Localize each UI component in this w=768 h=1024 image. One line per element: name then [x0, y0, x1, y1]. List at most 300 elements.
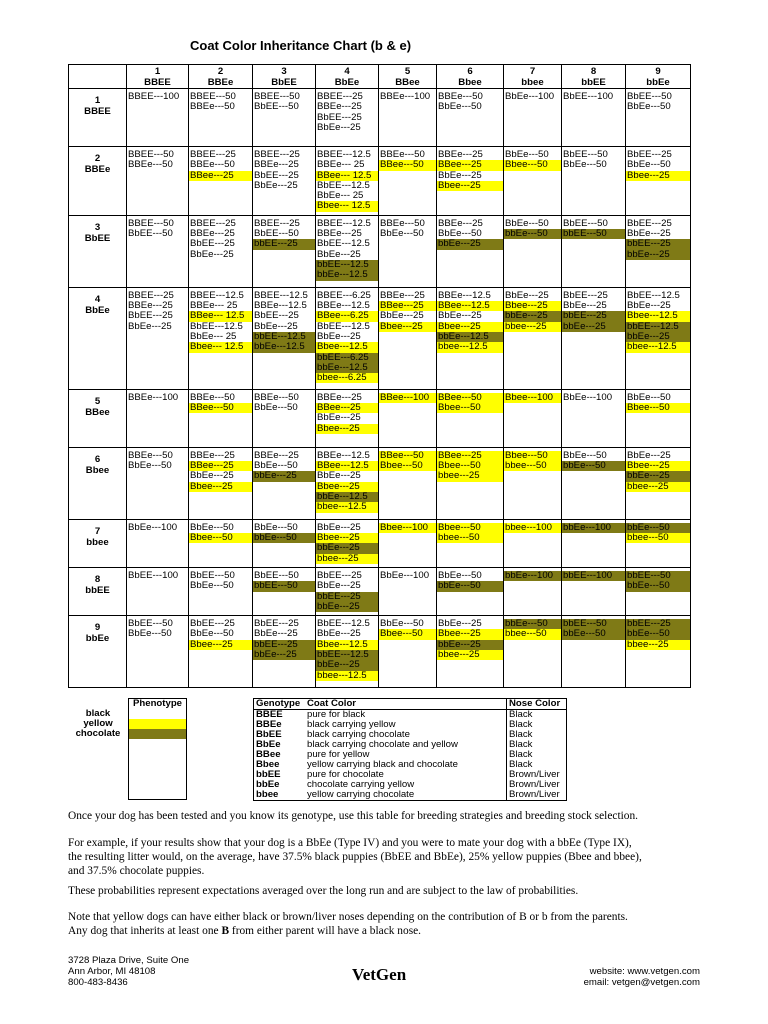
- row-genotype: bbee: [86, 536, 109, 548]
- offspring-entry: Bbee---25: [437, 629, 503, 639]
- offspring-entry: BbEE---100: [563, 91, 614, 102]
- offspring-entry: BbEe---50: [128, 460, 172, 472]
- offspring-entry: Bbee---12.5: [626, 311, 690, 321]
- nose-color-cell: Black: [507, 750, 567, 760]
- website-link[interactable]: website: www.vetgen.com: [589, 966, 700, 977]
- row-number: 9: [94, 622, 101, 634]
- footer-address: [68, 955, 189, 988]
- offspring-entry: BBEE---50: [190, 91, 236, 102]
- offspring-entry: bbEE---50: [562, 229, 625, 239]
- offspring-entry: BBEE---12.5: [317, 217, 371, 229]
- cross-cell: [437, 215, 504, 287]
- offspring-entry: bbee---50: [504, 461, 561, 471]
- coat-color-cell: pure for yellow: [307, 749, 370, 760]
- column-header-3: [253, 65, 316, 89]
- offspring-entry: BbEE---25: [254, 310, 299, 322]
- column-number: 3: [281, 66, 287, 77]
- offspring-entry: BBEe---25: [317, 101, 362, 113]
- cross-cell: [504, 389, 562, 447]
- cross-cell: [562, 567, 626, 615]
- genotype-cell: BbEE: [254, 730, 306, 740]
- offspring-entry: BBEE---25: [128, 289, 174, 301]
- offspring-entry: bbEe---25: [437, 239, 503, 249]
- offspring-entry: bbEE---100: [562, 571, 625, 581]
- genotype-cell: BbEe: [254, 740, 306, 750]
- cross-cell: [437, 147, 504, 216]
- offspring-entry: BbEE---25: [254, 618, 299, 630]
- offspring-entry: BBEE---50: [128, 149, 174, 160]
- offspring-entry: BBee---12.5: [316, 461, 378, 471]
- genotype-legend-row: [254, 790, 567, 801]
- offspring-entry: BbEe---50: [190, 521, 234, 533]
- offspring-entry: bbEE---6.25: [316, 353, 378, 363]
- offspring-entry: BbEe---50: [627, 391, 671, 403]
- offspring-entry: Bbee--- 12.5: [316, 201, 378, 211]
- chart-row-3: [69, 215, 691, 287]
- offspring-entry: bbEE---25: [626, 239, 690, 249]
- offspring-entry: bbEe---50: [437, 581, 503, 591]
- offspring-entry: bbEe---25: [562, 322, 625, 332]
- cross-cell: [562, 89, 626, 147]
- brand-logo-text: VetGen: [352, 965, 407, 984]
- offspring-entry: BbEE---25: [317, 111, 362, 123]
- column-header-6: [437, 65, 504, 89]
- cross-cell: [437, 447, 504, 519]
- offspring-entry: BbEe---50: [128, 628, 172, 640]
- offspring-entry: BBEe---25: [438, 217, 483, 229]
- offspring-entry: bbee---12.5: [626, 342, 690, 352]
- offspring-entry: BbEE---25: [128, 310, 173, 322]
- coat-color-cell: black carrying chocolate: [307, 729, 410, 740]
- offspring-entry: BBEe---50: [380, 149, 425, 160]
- offspring-entry: Bbee---50: [437, 403, 503, 413]
- offspring-entry: BbEe---50: [438, 228, 482, 240]
- offspring-entry: BbEe---25: [317, 580, 361, 592]
- cross-cell: [316, 389, 379, 447]
- column-genotype: BbEE: [271, 77, 297, 88]
- offspring-entry: BbEe---50: [627, 159, 671, 171]
- cross-cell: [253, 616, 316, 688]
- row-number: 6: [94, 453, 101, 465]
- offspring-entry: BbEe---50: [438, 101, 482, 113]
- offspring-entry: bbEe---25: [253, 650, 315, 660]
- column-number: 4: [344, 66, 350, 77]
- offspring-entry: BBee---25: [437, 160, 503, 170]
- offspring-entry: Bbee---12.5: [316, 640, 378, 650]
- genotype-header: Genotype: [254, 699, 306, 710]
- cross-cell: [562, 389, 626, 447]
- offspring-entry: BbEE---25: [254, 169, 299, 181]
- row-genotype: BBEE: [84, 106, 111, 117]
- chart-row-2: [69, 147, 691, 216]
- offspring-entry: BBEe---25: [254, 159, 299, 171]
- offspring-entry: Bbee---25: [626, 171, 690, 181]
- cross-cell: [626, 287, 691, 389]
- offspring-entry: BbEe---25: [627, 449, 671, 461]
- offspring-entry: BbEe---25: [317, 121, 361, 133]
- cross-cell: [127, 287, 189, 389]
- offspring-entry: bbee---25: [504, 322, 561, 332]
- offspring-entry: Bbee---25: [189, 482, 252, 492]
- cross-cell: [504, 287, 562, 389]
- paragraph-nose-note: [68, 910, 708, 938]
- column-header-7: [504, 65, 562, 89]
- offspring-entry: BbEE---50: [254, 569, 299, 581]
- offspring-entry: BbEE---12.5: [190, 320, 243, 332]
- offspring-entry: BbEE---12.5: [317, 320, 370, 332]
- offspring-entry: Bbee--- 12.5: [189, 342, 252, 352]
- offspring-entry: Bbee---100: [379, 523, 436, 533]
- offspring-entry: BBee---25: [316, 403, 378, 413]
- offspring-entry: BBee---50: [189, 403, 252, 413]
- offspring-entry: bbEE---50: [562, 619, 625, 629]
- offspring-entry: BbEe---50: [438, 569, 482, 581]
- row-number: 8: [94, 573, 101, 585]
- offspring-entry: BbEe---50: [254, 460, 298, 472]
- offspring-entry: BbEe---25: [438, 310, 482, 322]
- row-header-5: [69, 389, 127, 447]
- offspring-entry: BbEe---50: [380, 618, 424, 630]
- email-link[interactable]: email: vetgen@vetgen.com: [583, 977, 700, 988]
- offspring-entry: BBEE---12.5: [317, 149, 371, 160]
- cross-cell: [316, 215, 379, 287]
- offspring-entry: BBee---50: [379, 451, 436, 461]
- cross-cell: [379, 389, 437, 447]
- example-line-1: For example, if your results show that your dog is a BbEe (Type IV) and you were to mate your dog with a bbEe (Type IX),: [68, 837, 632, 849]
- cross-cell: [437, 287, 504, 389]
- row-number: 3: [94, 221, 101, 233]
- paragraph-example: [68, 836, 708, 878]
- offspring-entry: BBEE---12.5: [190, 289, 244, 301]
- row-genotype: BBee: [85, 406, 110, 418]
- offspring-entry: BBEE---6.25: [317, 289, 371, 301]
- offspring-entry: BBEe--- 25: [317, 159, 365, 171]
- offspring-entry: BbEe---25: [438, 169, 482, 181]
- column-header-9: [626, 65, 691, 89]
- offspring-entry: BbEe---50: [254, 402, 298, 414]
- offspring-entry: Bbee---12.5: [316, 342, 378, 352]
- cross-cell: [379, 89, 437, 147]
- offspring-entry: bbee---25: [316, 554, 378, 564]
- cross-cell: [437, 519, 504, 567]
- offspring-entry: Bbee---50: [437, 523, 503, 533]
- phenotype-swatch-yellow: [129, 719, 187, 729]
- cross-cell: [562, 287, 626, 389]
- offspring-entry: BBee--- 12.5: [189, 311, 252, 321]
- cross-cell: [253, 287, 316, 389]
- cross-cell: [504, 147, 562, 216]
- offspring-entry: bbEe---100: [504, 571, 561, 581]
- offspring-entry: BBEE---25: [317, 91, 363, 102]
- genotype-cell: bbEe: [254, 780, 306, 790]
- row-genotype: bbEe: [85, 633, 110, 645]
- nose-note-line-2: Any dog that inherits at least one B from either parent will have a black nose.: [68, 925, 422, 937]
- offspring-entry: Bbee---25: [316, 482, 378, 492]
- offspring-entry: BBEe---12.5: [254, 300, 307, 312]
- cross-cell: [189, 215, 253, 287]
- chart-header-row: [69, 65, 691, 89]
- offspring-entry: BBEe---50: [190, 391, 235, 403]
- cross-cell: [127, 389, 189, 447]
- offspring-entry: BBEe---12.5: [317, 300, 370, 312]
- offspring-entry: bbee---6.25: [316, 373, 378, 383]
- offspring-entry: BBEE---100: [128, 91, 180, 102]
- offspring-entry: BBee---25: [189, 461, 252, 471]
- offspring-entry: BbEe--- 25: [317, 190, 364, 202]
- chart-row-9: [69, 616, 691, 688]
- cross-cell: [626, 89, 691, 147]
- nose-color-cell: Black: [507, 730, 567, 740]
- cross-cell: [379, 147, 437, 216]
- column-number: 8: [590, 66, 597, 77]
- offspring-entry: BbEe---25: [317, 248, 361, 260]
- offspring-entry: bbee---12.5: [316, 502, 378, 512]
- offspring-entry: BBEE---25: [190, 217, 236, 229]
- cross-cell: [253, 147, 316, 216]
- offspring-entry: BbEe---50: [563, 449, 607, 461]
- offspring-entry: BbEE---25: [627, 149, 672, 160]
- offspring-entry: BBEe---50: [380, 217, 425, 229]
- offspring-entry: BbEe---25: [254, 320, 298, 332]
- offspring-entry: BbEe---50: [563, 159, 607, 171]
- offspring-entry: BBee---25: [189, 171, 252, 181]
- row-genotype: BBEe: [84, 164, 111, 175]
- cross-cell: [437, 567, 504, 615]
- phenotype-label-black: black: [85, 708, 111, 719]
- offspring-entry: bbEe---50: [562, 629, 625, 639]
- nose-color-cell: Brown/Liver: [507, 770, 567, 780]
- example-line-2: the resulting litter would, on the average, have 37.5% black puppies (BbEE and BbEe), 25% yellow puppies (Bbee and bbee),: [68, 851, 642, 863]
- offspring-entry: bbEE---50: [253, 581, 315, 591]
- offspring-entry: Bbee---50: [379, 629, 436, 639]
- phenotype-swatch-chocolate: [129, 729, 187, 739]
- offspring-entry: bbee---25: [626, 482, 690, 492]
- corner-cell: [69, 65, 127, 89]
- coat-color-cell: black carrying chocolate and yellow: [307, 739, 458, 750]
- offspring-entry: BBee--- 12.5: [316, 171, 378, 181]
- offspring-entry: Bbee---25: [316, 424, 378, 434]
- phenotype-legend: [68, 698, 187, 800]
- cross-cell: [504, 215, 562, 287]
- cross-cell: [127, 519, 189, 567]
- offspring-entry: BBEe---25: [190, 228, 235, 240]
- offspring-entry: bbee---12.5: [316, 671, 378, 681]
- offspring-entry: bbEe---50: [504, 229, 561, 239]
- offspring-entry: BbEe---25: [317, 330, 361, 342]
- offspring-entry: BbEe--- 25: [190, 330, 237, 342]
- offspring-entry: bbEE---12.5: [316, 260, 378, 270]
- offspring-entry: BbEe---100: [563, 391, 613, 403]
- cross-cell: [253, 89, 316, 147]
- cross-cell: [626, 389, 691, 447]
- column-number: 2: [217, 66, 224, 77]
- offspring-entry: BBEe---25: [317, 391, 362, 403]
- offspring-entry: Bbee---25: [316, 533, 378, 543]
- offspring-entry: BbEE---50: [128, 228, 173, 240]
- cross-cell: [189, 287, 253, 389]
- offspring-entry: bbEe---25: [437, 640, 503, 650]
- offspring-entry: Bbee---25: [626, 461, 690, 471]
- paragraph-probabilities: These probabilities represent expectations averaged over the long run and are subject to the law of probabilities.: [68, 885, 579, 897]
- column-genotype: bbee: [521, 77, 544, 88]
- cross-cell: [316, 567, 379, 615]
- column-number: 6: [467, 66, 473, 77]
- offspring-entry: BbEE---12.5: [317, 179, 370, 191]
- phone-number: 800-483-8436: [68, 977, 128, 988]
- offspring-entry: BbEe---25: [380, 310, 424, 322]
- cross-cell: [379, 287, 437, 389]
- offspring-entry: BBEE---50: [128, 217, 174, 229]
- column-number: 1: [154, 66, 161, 77]
- row-genotype: bbEE: [85, 584, 110, 596]
- cross-cell: [316, 616, 379, 688]
- offspring-entry: BBEe---50: [190, 159, 235, 171]
- cross-cell: [437, 616, 504, 688]
- offspring-entry: bbEe---25: [316, 543, 378, 553]
- column-genotype: BbEe: [334, 77, 360, 88]
- offspring-entry: BbEe---50: [190, 580, 234, 592]
- column-number: 5: [404, 66, 411, 77]
- column-genotype: Bbee: [458, 77, 482, 88]
- offspring-entry: BbEe---50: [627, 101, 671, 113]
- offspring-entry: bbEe---25: [253, 471, 315, 481]
- coat-color-cell: yellow carrying black and chocolate: [307, 759, 458, 770]
- nose-color-header: Nose Color: [507, 699, 567, 710]
- row-genotype: Bbee: [85, 464, 110, 476]
- offspring-entry: BbEe---25: [128, 320, 172, 332]
- cross-cell: [562, 519, 626, 567]
- offspring-entry: BBEE---25: [190, 149, 236, 160]
- offspring-entry: BBEe---25: [128, 300, 173, 312]
- cross-cell: [437, 389, 504, 447]
- offspring-entry: BBee---6.25: [316, 311, 378, 321]
- offspring-entry: Bbee---50: [504, 160, 561, 170]
- offspring-entry: BBee---12.5: [437, 301, 503, 311]
- column-header-1: [127, 65, 189, 89]
- offspring-entry: Bbee---25: [379, 322, 436, 332]
- offspring-entry: bbEE---25: [316, 592, 378, 602]
- offspring-entry: bbee---50: [626, 533, 690, 543]
- row-header-6: [69, 447, 127, 519]
- offspring-entry: BBEe---50: [190, 101, 235, 113]
- offspring-entry: BBEe---25: [254, 449, 299, 461]
- offspring-entry: BbEE---12.5: [627, 289, 680, 301]
- offspring-entry: bbee---50: [437, 533, 503, 543]
- offspring-entry: BBEe---50: [128, 449, 173, 461]
- offspring-entry: bbEe---25: [626, 471, 690, 481]
- offspring-entry: Bbee---50: [504, 451, 561, 461]
- offspring-entry: BbEE---50: [128, 618, 173, 630]
- offspring-entry: bbEe---12.5: [437, 332, 503, 342]
- offspring-entry: bbEe---25: [504, 311, 561, 321]
- offspring-entry: BbEe---25: [317, 412, 361, 424]
- row-header-1: [69, 89, 127, 147]
- offspring-entry: bbEe---50: [626, 629, 690, 639]
- cross-cell: [626, 447, 691, 519]
- chart-row-8: [69, 567, 691, 615]
- offspring-entry: bbEe---25: [626, 332, 690, 342]
- offspring-entry: Bbee---50: [437, 461, 503, 471]
- offspring-entry: BbEe---25: [627, 300, 671, 312]
- offspring-entry: Bbee---25: [504, 301, 561, 311]
- offspring-entry: BbEe---100: [128, 521, 178, 533]
- offspring-entry: bbee---100: [504, 523, 561, 533]
- offspring-entry: bbee---12.5: [437, 342, 503, 352]
- cross-cell: [127, 616, 189, 688]
- row-header-3: [69, 215, 127, 287]
- genotype-cell: bbEE: [254, 770, 306, 780]
- cross-cell: [127, 147, 189, 216]
- paragraph-intro: Once your dog has been tested and you know its genotype, use this table for breeding strategies and breeding stock selection.: [68, 810, 639, 822]
- column-header-8: [562, 65, 626, 89]
- cross-cell: [379, 447, 437, 519]
- cross-cell: [189, 147, 253, 216]
- cross-cell: [253, 519, 316, 567]
- coat-color-cell: black carrying yellow: [307, 719, 396, 730]
- column-genotype: BBEE: [144, 77, 171, 88]
- offspring-entry: BBEe---25: [317, 228, 362, 240]
- address-line-2: Ann Arbor, MI 48108: [68, 966, 156, 977]
- offspring-entry: BbEe---50: [505, 149, 549, 160]
- cross-cell: [626, 616, 691, 688]
- offspring-entry: BbEe---50: [505, 217, 549, 229]
- coat-color-cell: yellow carrying chocolate: [305, 790, 507, 801]
- offspring-entry: bbee---25: [437, 471, 503, 481]
- cross-cell: [316, 287, 379, 389]
- cross-cell: [189, 389, 253, 447]
- offspring-entry: bbEe---25: [626, 250, 690, 260]
- cross-cell: [316, 147, 379, 216]
- offspring-entry: Bbee---50: [189, 533, 252, 543]
- offspring-entry: BBEe---50: [438, 91, 483, 102]
- offspring-entry: BbEe---50: [190, 628, 234, 640]
- offspring-entry: BBEe--- 25: [190, 300, 238, 312]
- cross-cell: [316, 89, 379, 147]
- offspring-entry: Bbee---50: [379, 461, 436, 471]
- offspring-entry: BbEe---50: [254, 521, 298, 533]
- row-header-4: [69, 287, 127, 389]
- cross-cell: [253, 389, 316, 447]
- offspring-entry: BBEE---12.5: [254, 289, 308, 301]
- genotype-cell: BBEe: [254, 720, 306, 730]
- phenotype-label-yellow: yellow: [83, 718, 113, 729]
- inheritance-chart: [68, 64, 691, 688]
- offspring-entry: bbEe---12.5: [253, 342, 315, 352]
- cross-cell: [379, 215, 437, 287]
- offspring-entry: bbEE---25: [562, 311, 625, 321]
- offspring-entry: bbEE---12.5: [316, 650, 378, 660]
- cross-cell: [626, 567, 691, 615]
- cross-cell: [253, 447, 316, 519]
- offspring-entry: Bbee---25: [437, 181, 503, 191]
- offspring-entry: BbEe---25: [505, 289, 549, 301]
- offspring-entry: bbEe---50: [504, 619, 561, 629]
- column-number: 9: [655, 66, 661, 77]
- phenotype-swatch-black: [129, 709, 187, 719]
- cross-cell: [504, 89, 562, 147]
- cross-cell: [626, 147, 691, 216]
- offspring-entry: bbEe---100: [562, 523, 625, 533]
- column-header-2: [189, 65, 253, 89]
- row-number: 7: [94, 525, 101, 537]
- offspring-entry: bbEe---50: [562, 461, 625, 471]
- cross-cell: [379, 616, 437, 688]
- offspring-entry: bbEe---12.5: [316, 363, 378, 373]
- nose-color-cell: Black: [507, 710, 567, 721]
- chart-row-7: [69, 519, 691, 567]
- genotype-legend: [253, 698, 567, 801]
- column-number: 7: [529, 66, 536, 77]
